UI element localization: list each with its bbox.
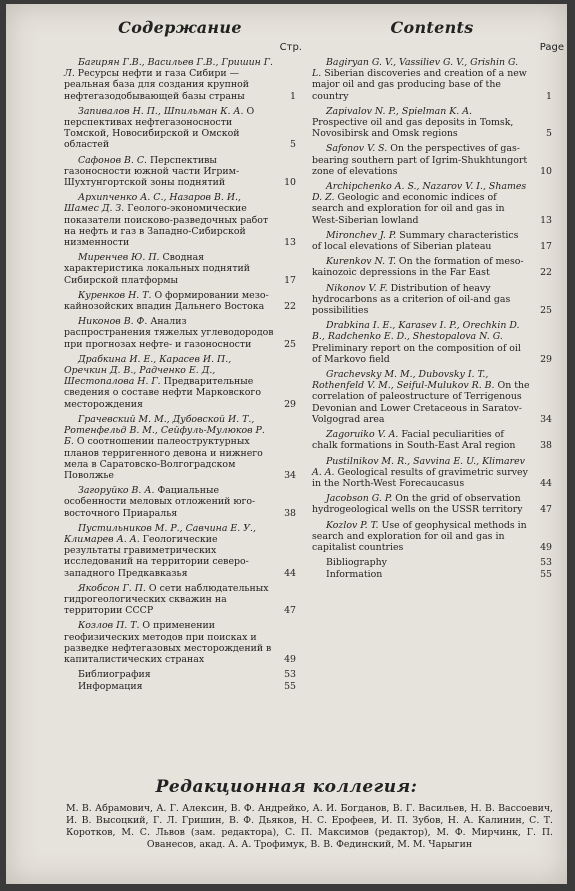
toc-entry-page: 44 (284, 567, 296, 579)
contents-title-ru: Содержание (118, 18, 242, 37)
toc-entry-authors: Якобсон Г. П. (78, 582, 146, 594)
toc-entry-title: Facial peculiarities of chalk formations in South-East Aral region (312, 429, 516, 452)
toc-entry (64, 414, 296, 481)
toc-entry (312, 429, 552, 451)
editorial-board-title: Редакционная коллегия: (155, 777, 418, 797)
toc-entry-authors: Козлов П. Т. (78, 620, 140, 632)
toc-entry-authors: Zagoruiko V. A. (326, 429, 399, 441)
toc-entry-page: 49 (284, 653, 296, 665)
toc-entry (64, 252, 296, 286)
toc-entry-page: 44 (540, 477, 552, 489)
page-sheet (6, 4, 567, 884)
toc-entry-authors: Никонов В. Ф. (78, 316, 148, 328)
toc-entry-title: О применении геофизических методов при поисках и разведке нефтегазовых месторождений в капиталистических странах (64, 620, 272, 665)
toc-entry-title: Information (326, 569, 383, 581)
toc-entry-title: О соотношении палеоструктурных планов терригенного девона и нижнего мела в Саратовско-Волгоградском Поволжье (64, 436, 263, 481)
toc-entry-title: Предварительные сведения о составе нефти Марковского месторождения (64, 376, 261, 410)
toc-entry-page: 38 (284, 507, 296, 519)
toc-entry-page: 17 (284, 274, 296, 286)
toc-entry (64, 583, 296, 617)
toc-entry (312, 143, 552, 177)
toc-entry (64, 290, 296, 312)
toc-entry-title: Информация (78, 681, 143, 693)
toc-entry-title: Geological results of gravimetric survey in the North-West Forecaucasus (312, 466, 528, 489)
toc-entry-page: 47 (284, 605, 296, 617)
toc-entry-authors: Drabkina I. E., Karasev I. P., Orechkin D. B., Radchenko E. D., Shestopalova N. G. (312, 320, 520, 343)
toc-entry-title: On the formation of meso-kainozoic depressions in the Far East (312, 256, 524, 279)
toc-entry-page: 13 (284, 237, 296, 249)
toc-entry-title: Ресурсы нефти и газа Сибири — реальная база для создания крупной нефтегазодобывающей базы страны (64, 68, 249, 102)
toc-entry-page: 22 (540, 267, 552, 279)
toc-entry-title: Use of geophysical methods in search and exploration for oil and gas in capitalist countries (312, 519, 527, 553)
toc-entry-authors: Mironchev J. P. (326, 229, 397, 241)
toc-entry (312, 320, 552, 365)
toc-entry-page: 17 (540, 241, 552, 253)
toc-entry-page: 38 (540, 440, 552, 452)
toc-entry (312, 256, 552, 278)
toc-entry-authors: Миренчев Ю. П. (78, 252, 160, 264)
toc-entry-title: Сводная характеристика локальных поднятий Сибирской платформы (64, 252, 251, 286)
toc-entry-page: 25 (540, 305, 552, 317)
page-column-header-en: Page (539, 42, 564, 53)
toc-entry (312, 520, 552, 554)
toc-list-ru (64, 57, 296, 693)
toc-entry-page: 29 (284, 398, 296, 410)
editorial-board (6, 777, 567, 851)
toc-entry-page: 5 (546, 128, 552, 140)
contents-column-russian (64, 18, 302, 694)
toc-entry-page: 55 (540, 569, 552, 581)
toc-entry-authors: Грачевский М. М., Дубовской И. Т., Ротенфельд В. М., Сейфуль-Мулюков Р. Б. (64, 413, 265, 448)
toc-entry (312, 106, 552, 140)
toc-entry (64, 316, 296, 350)
toc-entry (312, 456, 552, 490)
toc-entry-title: Siberian discoveries and creation of a new major oil and gas producing base of the country (312, 68, 527, 102)
toc-entry-title: Summary characteristics of local elevations of Siberian plateau (312, 229, 519, 253)
toc-entry-page: 10 (284, 177, 296, 189)
toc-entry-page: 49 (540, 541, 552, 553)
toc-entry-page: 29 (540, 353, 552, 365)
toc-entry (312, 493, 552, 515)
toc-entry-title: On the grid of observation hydrogeological wells on the USSR territory (312, 493, 523, 516)
toc-entry-authors: Pustilnikov M. R., Savvina E. U., Klimarev A. A. (312, 455, 525, 478)
toc-entry-title: On the perspectives of gas-bearing southern part of Igrim-Shukhtungort zone of elevations (312, 143, 528, 177)
editorial-board-members: М. В. Абрамович, А. Г. Алексин, В. Ф. Андрейко, А. И. Богданов, В. Г. Васильев, Н. В. Вассоевич, И. В. Высоцкий, Г. Л. Гришин, В. Ф. Дьяков, Н. С. Ерофеев, И. П. Зубов, Н. А. Калинин, С. Т. Коротков, М. С. Львов (зам. редактора), С. П. Максимов (редактор), М. Ф. Мирчинк, Г. П. Ованесов, акад. А. А. Трофимук, В. В. Фединский, М. М. Чарыгин (66, 803, 553, 850)
toc-entry-title: О формировании мезо-кайнозойских впадин Дальнего Востока (64, 289, 269, 313)
toc-entry (312, 181, 552, 226)
toc-entry (64, 57, 296, 102)
toc-entry-authors: Kurenkov N. T. (326, 256, 396, 268)
toc-entry-authors: Archipchenko A. S., Nazarov V. I., Shames D. Z. (312, 181, 527, 204)
toc-entry-authors: Grachevsky M. M., Dubovsky I. T., Rothenfeld V. M., Seiful-Mulukov R. B. (312, 369, 495, 392)
toc-entry (312, 230, 552, 252)
toc-entry (64, 192, 296, 248)
toc-entry-title: Библиография (78, 669, 151, 681)
toc-entry-title: О перспективах нефтегазоносности Томской, Новосибирской и Омской областей (64, 105, 255, 151)
toc-entry-page: 1 (546, 90, 552, 102)
toc-entry-authors: Драбкина И. Е., Карасев И. П., Оречкин Д. В., Радченко Е. Д., Шестопалова Н. Г. (64, 353, 232, 388)
toc-entry-page: 34 (540, 413, 552, 425)
toc-entry-authors: Архипченко А. С., Назаров В. И., Шамес Д. З. (64, 192, 241, 215)
toc-entry-authors: Kozlov P. T. (326, 519, 379, 531)
toc-entry (64, 106, 296, 151)
toc-entry-page: 13 (540, 214, 552, 226)
toc-entry-title: Анализ распространения тяжелых углеводородов при прогнозах нефте- и газоносности (64, 316, 274, 350)
toc-entry-title: О сети наблюдательных гидрогеологических скважин на территории СССР (64, 582, 269, 617)
toc-entry-authors: Запивалов Н. П., Шпильман К. А. (78, 105, 244, 117)
toc-entry-title: Geologic and economic indices of search and exploration for oil and gas in West-Siberian lowland (312, 192, 505, 226)
toc-entry (64, 681, 296, 692)
toc-entry-authors: Куренков Н. Т. (78, 289, 152, 301)
toc-entry-page: 34 (284, 469, 296, 481)
toc-entry-title: Preliminary report on the composition of oil of Markovo field (312, 342, 521, 365)
toc-entry-page: 55 (284, 681, 296, 693)
toc-entry-title: Distribution of heavy hydrocarbons as a criterion of oil-and gas possibilities (312, 282, 511, 317)
toc-entry-page: 47 (540, 504, 552, 516)
toc-list-en (312, 57, 552, 581)
toc-entry-page: 5 (290, 139, 296, 151)
page-column-header-ru: Стр. (279, 42, 302, 53)
toc-entry-authors: Пустильников М. Р., Савчина Е. У., Климарев А. А. (64, 522, 256, 545)
toc-entry-title: Фациальные особенности меловых отложений юго-восточного Приаралья (64, 485, 256, 519)
toc-entry (64, 620, 296, 665)
contents-column-english (312, 18, 564, 582)
toc-entry (312, 283, 552, 317)
toc-entry-title: Bibliography (326, 557, 387, 569)
contents-title-en: Contents (390, 18, 474, 37)
toc-entry-title: Геолого-экономические показатели поисково-разведочных работ на нефть и газ в Западно-Сибирской низменности (64, 203, 269, 249)
toc-entry-page: 10 (540, 165, 552, 177)
toc-entry (64, 523, 296, 579)
toc-entry-authors: Багирян Г.В., Васильев Г.В., Гришин Г. Л. (64, 57, 273, 80)
toc-entry-page: 22 (284, 301, 296, 313)
toc-entry-page: 53 (540, 557, 552, 569)
toc-entry-title: Prospective oil and gas deposits in Tomsk, Novosibirsk and Omsk regions (312, 117, 514, 140)
toc-entry-authors: Jacobson G. P. (326, 493, 393, 505)
toc-entry-title: Перспективы газоносности южной части Игрим-Шухтунгортской зоны поднятий (64, 154, 240, 189)
toc-entry-authors: Загоруйко В. А. (78, 485, 155, 497)
toc-entry-title: On the correlation of paleostructure of Terrigenous Devonian and Lower Cretaceous in Saratov-Volgograd area (312, 380, 530, 425)
toc-entry-authors: Zapivalov N. P., Spielman K. A. (326, 105, 472, 117)
toc-entry (312, 557, 552, 568)
toc-entry-page: 25 (284, 338, 296, 350)
toc-entry (312, 57, 552, 102)
toc-entry (312, 569, 552, 580)
toc-entry (64, 354, 296, 410)
toc-entry-authors: Nikonov V. F. (326, 282, 388, 294)
toc-entry-page: 1 (290, 90, 296, 102)
toc-entry (64, 485, 296, 519)
toc-entry (64, 155, 296, 189)
toc-entry-page: 53 (284, 669, 296, 681)
toc-entry (312, 369, 552, 425)
toc-entry-authors: Сафонов В. С. (78, 154, 148, 166)
toc-entry (64, 669, 296, 680)
toc-entry-authors: Bagiryan G. V., Vassiliev G. V., Grishin G. L. (312, 57, 519, 80)
toc-entry-title: Геологические результаты гравиметрических исследований на территории северо-западного Предкавказья (64, 533, 249, 579)
toc-entry-authors: Safonov V. S. (326, 143, 388, 155)
